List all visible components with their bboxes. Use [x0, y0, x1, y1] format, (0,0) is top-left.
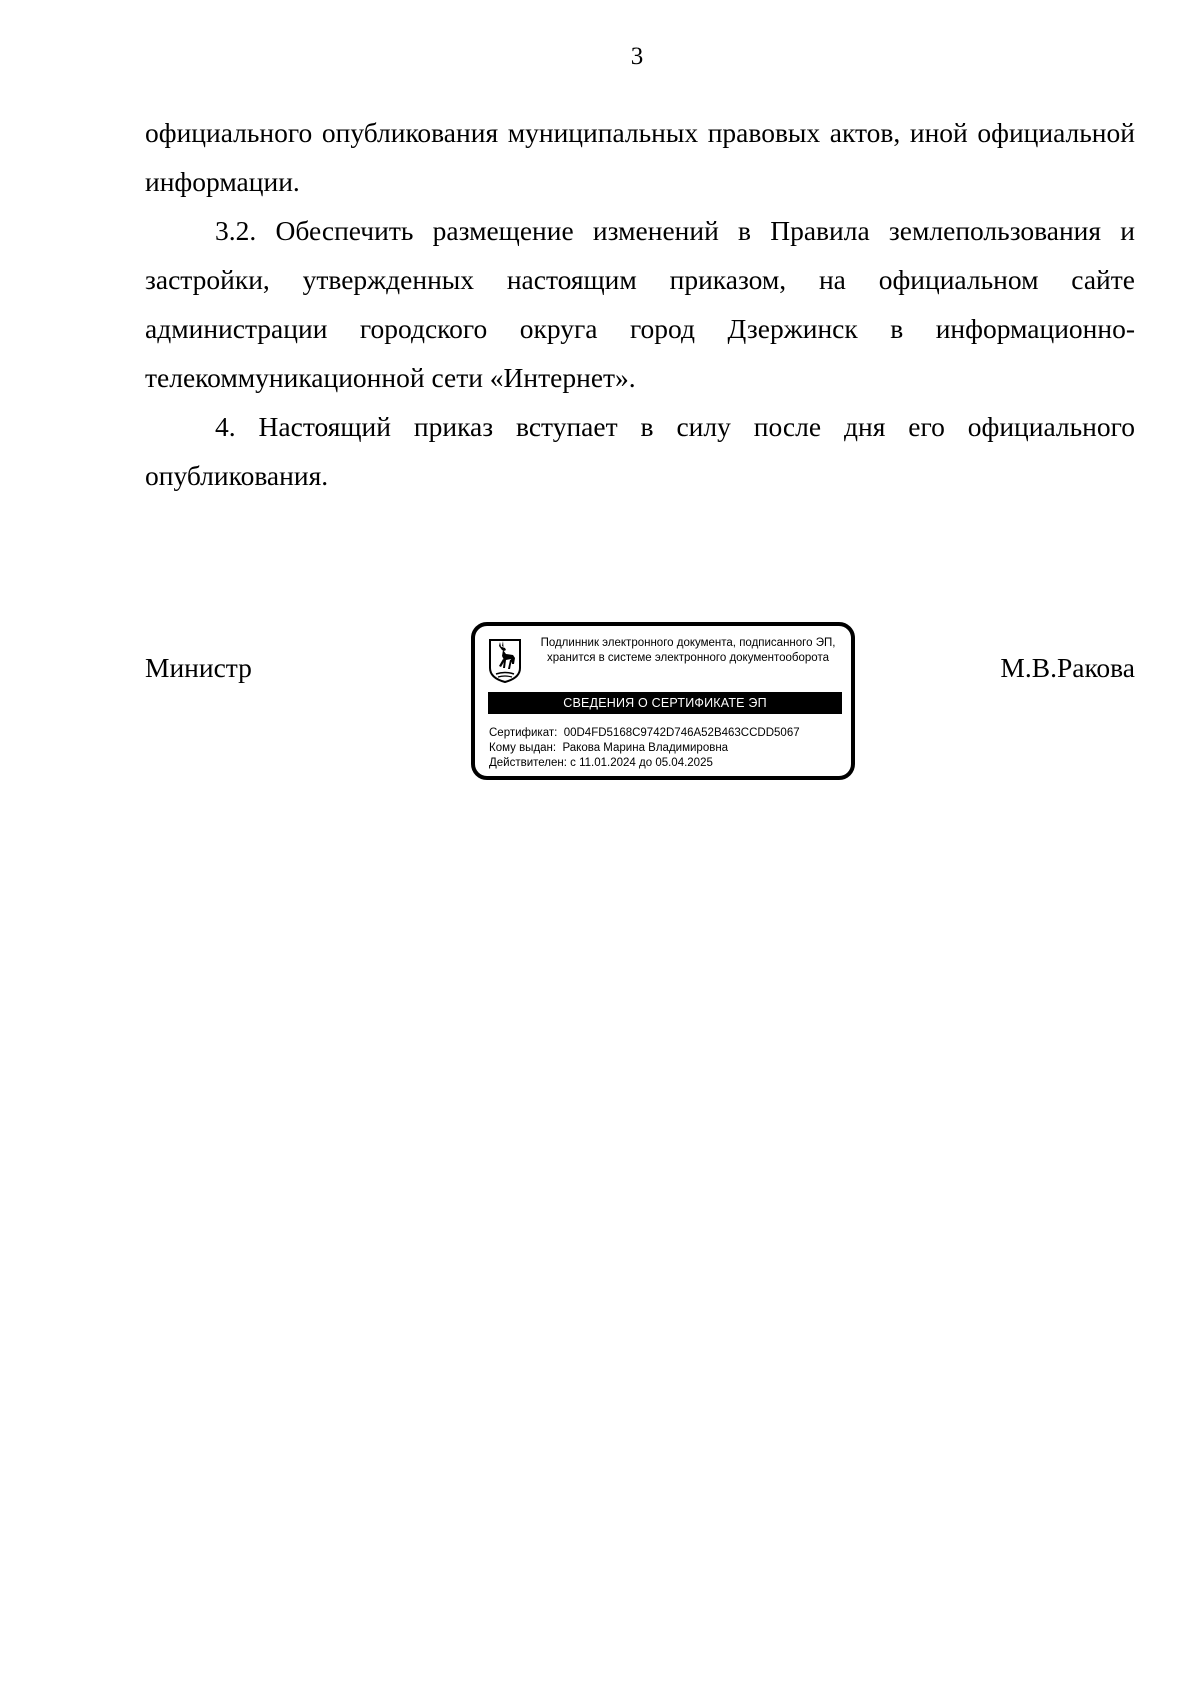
certificate-row — [489, 726, 849, 741]
page-number: 3 — [630, 43, 644, 70]
paragraph-continuation: официального опубликования муниципальных правовых актов, иной официальной информации. — [145, 117, 1135, 197]
validity-value: с 11.01.2024 до 05.04.2025 — [570, 757, 713, 769]
issued-to-label: Кому выдан: — [489, 742, 557, 754]
certificate-label: Сертификат: — [489, 727, 558, 739]
stamp-header-line-2: хранится в системе электронного документооборота — [547, 652, 829, 664]
validity-row — [489, 756, 849, 771]
issued-to-value: Ракова Марина Владимировна — [562, 742, 729, 754]
signature-block — [145, 622, 1135, 802]
certificate-info-title: СВЕДЕНИЯ О СЕРТИФИКАТЕ ЭП — [488, 692, 842, 714]
signatory-position: Министр — [145, 652, 252, 683]
certificate-details — [489, 726, 849, 771]
paragraph-3-2: 3.2. Обеспечить размещение изменений в Правила землепользования и застройки, утвержденных настоящим приказом, на официальном сайте администрации городского округа город Дзержинск в информационно-телекоммуникационной сети «Интернет». — [145, 215, 1135, 393]
electronic-signature-stamp — [471, 622, 855, 780]
stamp-header-line-1: Подлинник электронного документа, подписанного ЭП, — [540, 637, 836, 649]
paragraph-4: 4. Настоящий приказ вступает в силу после дня его официального опубликования. — [145, 411, 1135, 491]
document-body — [145, 108, 1135, 500]
issued-to-row — [489, 741, 849, 756]
signatory-name: М.В.Ракова — [1000, 652, 1135, 683]
certificate-value: 00D4FD5168C9742D746A52B463CCDD5067 — [563, 727, 800, 739]
validity-label: Действителен: — [489, 757, 567, 769]
coat-of-arms-icon — [488, 638, 522, 684]
stamp-header — [527, 636, 849, 666]
